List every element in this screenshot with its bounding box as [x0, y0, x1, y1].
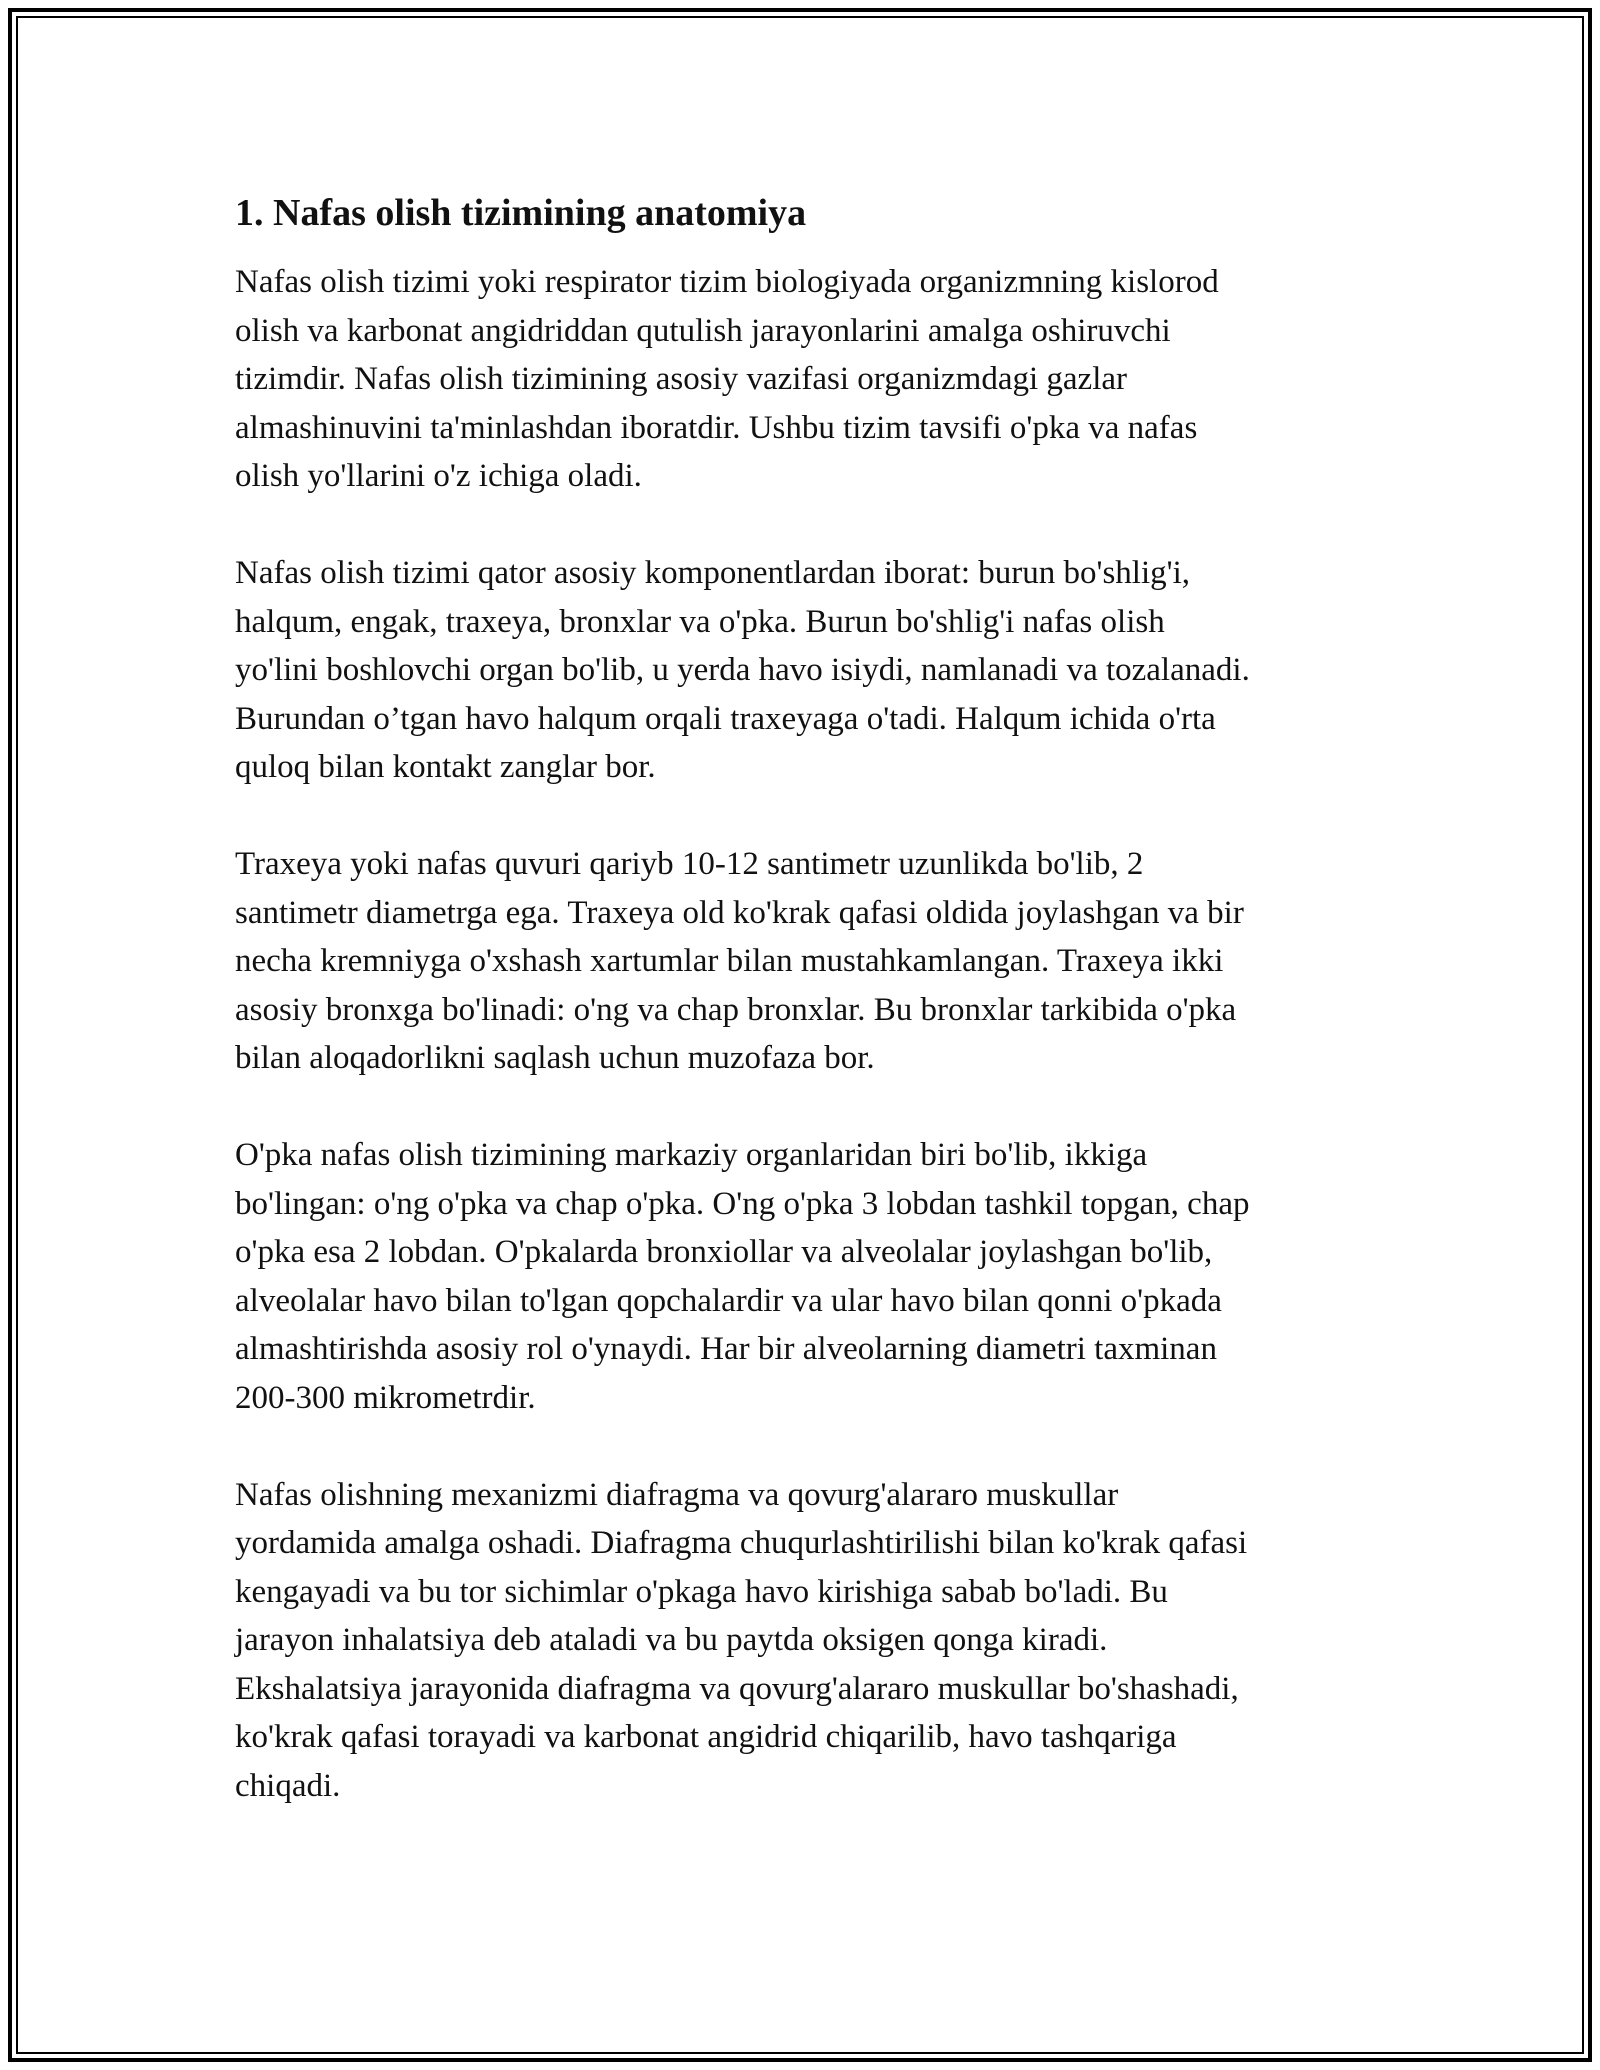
paragraph-4: [235, 1131, 1375, 1422]
text-line: necha kremniyga o'xshash xartumlar bilan mustahkamlangan. Traxeya ikki: [235, 943, 1224, 979]
text-line: kengayadi va bu tor sichimlar o'pkaga havo kirishiga sabab bo'ladi. Bu: [235, 1573, 1168, 1610]
text-line: Traxeya yoki nafas quvuri qariyb 10-12 santimetr uzunlikda bo'lib, 2: [235, 846, 1144, 882]
text-line: Ekshalatsiya jarayonida diafragma va qovurg'alararo muskullar bo'shashadi,: [235, 1670, 1239, 1707]
paragraph-5: [235, 1471, 1375, 1811]
text-line: yordamida amalga oshadi. Diafragma chuqurlashtirilishi bilan ko'krak qafasi: [235, 1525, 1248, 1561]
text-line: quloq bilan kontakt zanglar bor.: [235, 749, 656, 785]
text-line: Nafas olish tizimi qator asosiy komponentlardan iborat: burun bo'shlig'i,: [235, 555, 1190, 591]
paragraph-2: [235, 549, 1375, 792]
text-line: santimetr diametrga ega. Traxeya old ko'krak qafasi oldida joylashgan va bir: [235, 894, 1244, 931]
text-line: ko'krak qafasi torayadi va karbonat angidrid chiqarilib, havo tashqariga: [235, 1719, 1177, 1755]
text-line: halqum, engak, traxeya, bronxlar va o'pka. Burun bo'shlig'i nafas olish: [235, 603, 1165, 640]
text-line: Nafas olish tizimi yoki respirator tizim biologiyada organizmning kislorod: [235, 264, 1219, 300]
paragraph-3: [235, 840, 1375, 1083]
text-line: asosiy bronxga bo'linadi: o'ng va chap bronxlar. Bu bronxlar tarkibida o'pka: [235, 991, 1237, 1028]
text-line: o'pka esa 2 lobdan. O'pkalarda bronxiollar va alveolalar joylashgan bo'lib,: [235, 1234, 1213, 1270]
text-line: olish yo'llarini o'z ichiga oladi.: [235, 458, 642, 494]
text-line: tizimdir. Nafas olish tizimining asosiy vazifasi organizmdagi gazlar: [235, 361, 1127, 397]
text-line: Nafas olishning mexanizmi diafragma va qovurg'alararo muskullar: [235, 1476, 1119, 1513]
document-body: [235, 186, 1375, 1810]
text-line: yo'lini boshlovchi organ bo'lib, u yerda havo isiydi, namlanadi va tozalanadi.: [235, 652, 1250, 688]
text-line: alveolalar havo bilan to'lgan qopchalardir va ular havo bilan qonni o'pkada: [235, 1282, 1222, 1319]
text-line: O'pka nafas olish tizimining markaziy organlaridan biri bo'lib, ikkiga: [235, 1137, 1148, 1173]
section-heading: 1. Nafas olish tizimining anatomiya: [235, 192, 807, 234]
text-line: bo'lingan: o'ng o'pka va chap o'pka. O'ng o'pka 3 lobdan tashkil topgan, chap: [235, 1185, 1250, 1222]
text-line: 200-300 mikrometrdir.: [235, 1379, 536, 1416]
text-line: almashinuvini ta'minlashdan iboratdir. Ushbu tizim tavsifi o'pka va nafas: [235, 409, 1198, 446]
text-line: olish va karbonat angidriddan qutulish jarayonlarini amalga oshiruvchi: [235, 312, 1171, 349]
text-line: jarayon inhalatsiya deb ataladi va bu paytda oksigen qonga kiradi.: [235, 1622, 1108, 1658]
text-line: chiqadi.: [235, 1767, 341, 1804]
text-line: bilan aloqadorlikni saqlash uchun muzofaza bor.: [235, 1040, 875, 1076]
text-line: almashtirishda asosiy rol o'ynaydi. Har bir alveolarning diametri taxminan: [235, 1331, 1217, 1367]
paragraph-1: [235, 258, 1375, 501]
text-line: Burundan o’tgan havo halqum orqali traxeyaga o'tadi. Halqum ichida o'rta: [235, 700, 1216, 737]
